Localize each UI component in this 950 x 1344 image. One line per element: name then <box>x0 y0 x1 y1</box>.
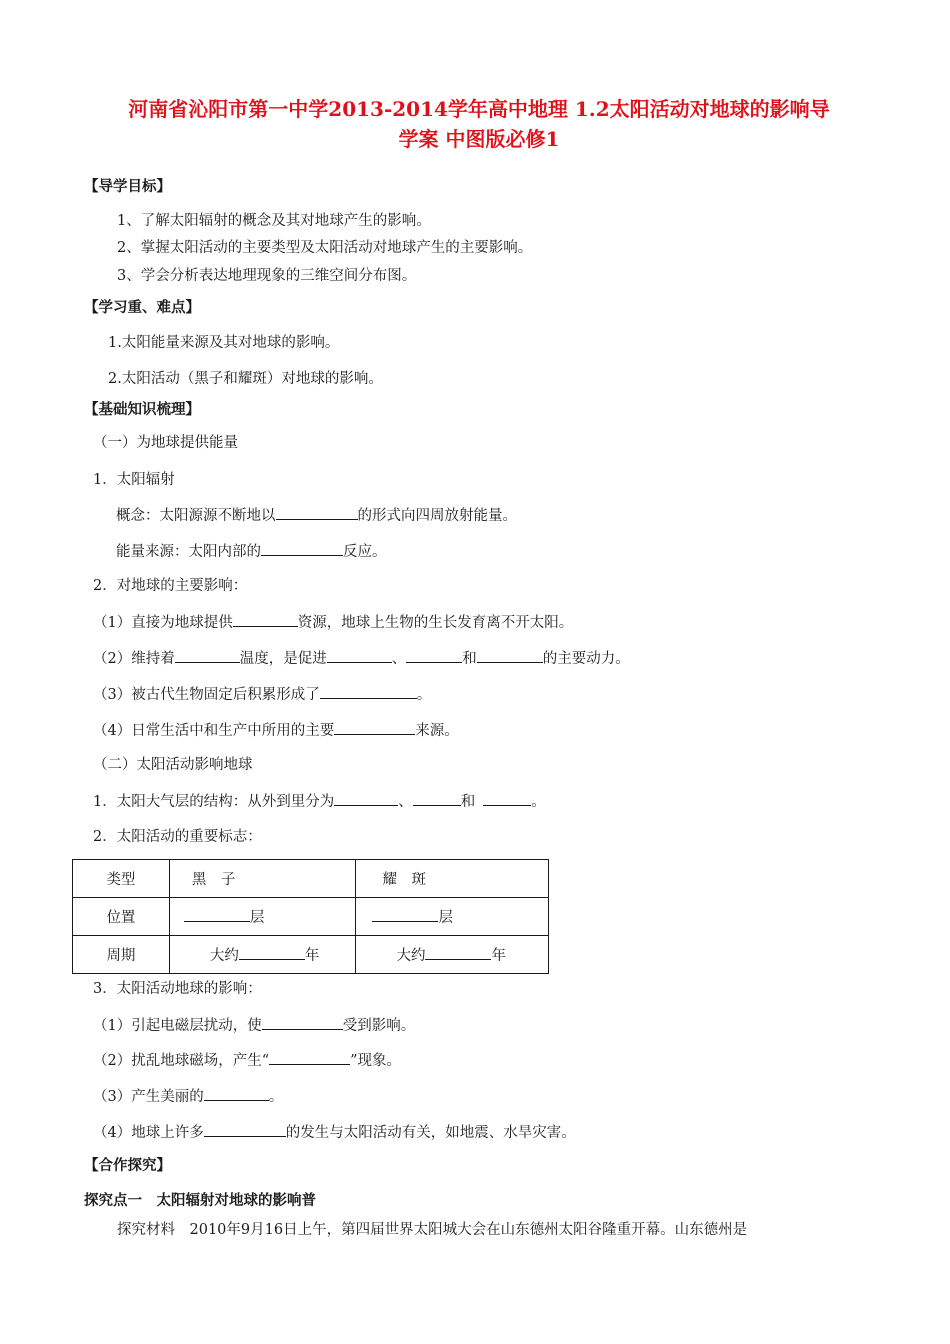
atmosphere-structure-line: 1．太阳大气层的结构：从外到里分为 、 和 。 <box>93 791 546 812</box>
table-cell: 层 <box>356 898 549 936</box>
table-row <box>73 898 549 936</box>
solar-activity-table <box>72 859 549 974</box>
fill-blank[interactable] <box>239 945 305 960</box>
subsection-heading: 3．太阳活动地球的影响： <box>93 981 262 997</box>
fill-blank[interactable] <box>327 648 392 663</box>
fill-blank[interactable] <box>372 907 438 922</box>
influence-item-2: （2）维持着 温度，是促进 、 和 的主要动力。 <box>93 648 630 669</box>
table-cell: 大约 年 <box>169 936 356 974</box>
subsection-heading: 1．太阳辐射 <box>93 472 175 488</box>
influence-item-3: （3）被古代生物固定后积累形成了 。 <box>93 684 431 705</box>
fill-blank[interactable] <box>175 648 240 663</box>
fill-blank[interactable] <box>184 907 250 922</box>
section-heading: （二）太阳活动影响地球 <box>93 757 253 773</box>
explore-point-title: 探究点一 太阳辐射对地球的影响普 <box>84 1192 316 1209</box>
table-header-sunspot: 黑 子 <box>169 860 356 898</box>
title-line-1: 河南省沁阳市第一中学2013-2014学年高中地理 1.2太阳活动对地球的影响导 <box>128 97 830 121</box>
table-label-position: 位置 <box>73 898 170 936</box>
objective-item: 3、学会分析表达地理现象的三维空间分布图。 <box>117 268 417 284</box>
table-cell: 层 <box>169 898 356 936</box>
fill-blank[interactable] <box>483 791 531 806</box>
objectives-heading: 【导学目标】 <box>84 178 171 195</box>
fill-blank[interactable] <box>204 1086 269 1101</box>
explore-heading: 【合作探究】 <box>84 1157 171 1174</box>
fill-blank[interactable] <box>406 648 462 663</box>
effect-item-1: （1）引起电磁层扰动，使 受到影响。 <box>93 1015 415 1036</box>
document-title <box>84 94 874 154</box>
fill-blank[interactable] <box>425 945 491 960</box>
fill-blank[interactable] <box>320 684 417 699</box>
objective-item: 2、掌握太阳活动的主要类型及太阳活动对地球产生的主要影响。 <box>117 240 533 256</box>
table-row <box>73 860 549 898</box>
concept-line: 概念：太阳源源不断地以 的形式向四周放射能量。 <box>116 505 517 526</box>
energy-source-line: 能量来源：太阳内部的 反应。 <box>116 541 387 562</box>
fill-blank[interactable] <box>276 505 358 520</box>
keypoint-item: 1.太阳能量来源及其对地球的影响。 <box>108 335 340 351</box>
table-label-period: 周期 <box>73 936 170 974</box>
section-heading: （一）为地球提供能量 <box>93 435 238 451</box>
fill-blank[interactable] <box>413 791 461 806</box>
fill-blank[interactable] <box>269 1050 350 1065</box>
keypoints-heading: 【学习重、难点】 <box>84 299 200 316</box>
fill-blank[interactable] <box>233 612 298 627</box>
fill-blank[interactable] <box>477 648 543 663</box>
fill-blank[interactable] <box>204 1122 286 1137</box>
subsection-heading: 2．太阳活动的重要标志： <box>93 829 262 845</box>
influence-item-1: （1）直接为地球提供 资源，地球上生物的生长发育离不开太阳。 <box>93 612 573 633</box>
effect-item-3: （3）产生美丽的 。 <box>93 1086 283 1107</box>
fill-blank[interactable] <box>334 791 398 806</box>
table-header-flare: 耀 斑 <box>356 860 549 898</box>
fill-blank[interactable] <box>261 541 343 556</box>
influence-item-4: （4）日常生活中和生产中所用的主要 来源。 <box>93 720 459 741</box>
objective-item: 1、了解太阳辐射的概念及其对地球产生的影响。 <box>117 213 431 229</box>
fill-blank[interactable] <box>262 1015 343 1030</box>
table-cell: 大约 年 <box>356 936 549 974</box>
fill-blank[interactable] <box>334 720 415 735</box>
table-row <box>73 936 549 974</box>
basics-heading: 【基础知识梳理】 <box>84 401 200 418</box>
keypoint-item: 2.太阳活动（黑子和耀斑）对地球的影响。 <box>108 371 383 387</box>
explore-material: 探究材料 2010年9月16日上午，第四届世界太阳城大会在山东德州太阳谷隆重开幕。山东德州是 <box>117 1222 748 1238</box>
effect-item-4: （4）地球上许多 的发生与太阳活动有关，如地震、水旱灾害。 <box>93 1122 576 1143</box>
table-header-type: 类型 <box>73 860 170 898</box>
subsection-heading: 2．对地球的主要影响： <box>93 578 248 594</box>
title-line-2: 学案 中图版必修1 <box>398 127 560 151</box>
effect-item-2: （2）扰乱地球磁场，产生“ ”现象。 <box>93 1050 401 1071</box>
